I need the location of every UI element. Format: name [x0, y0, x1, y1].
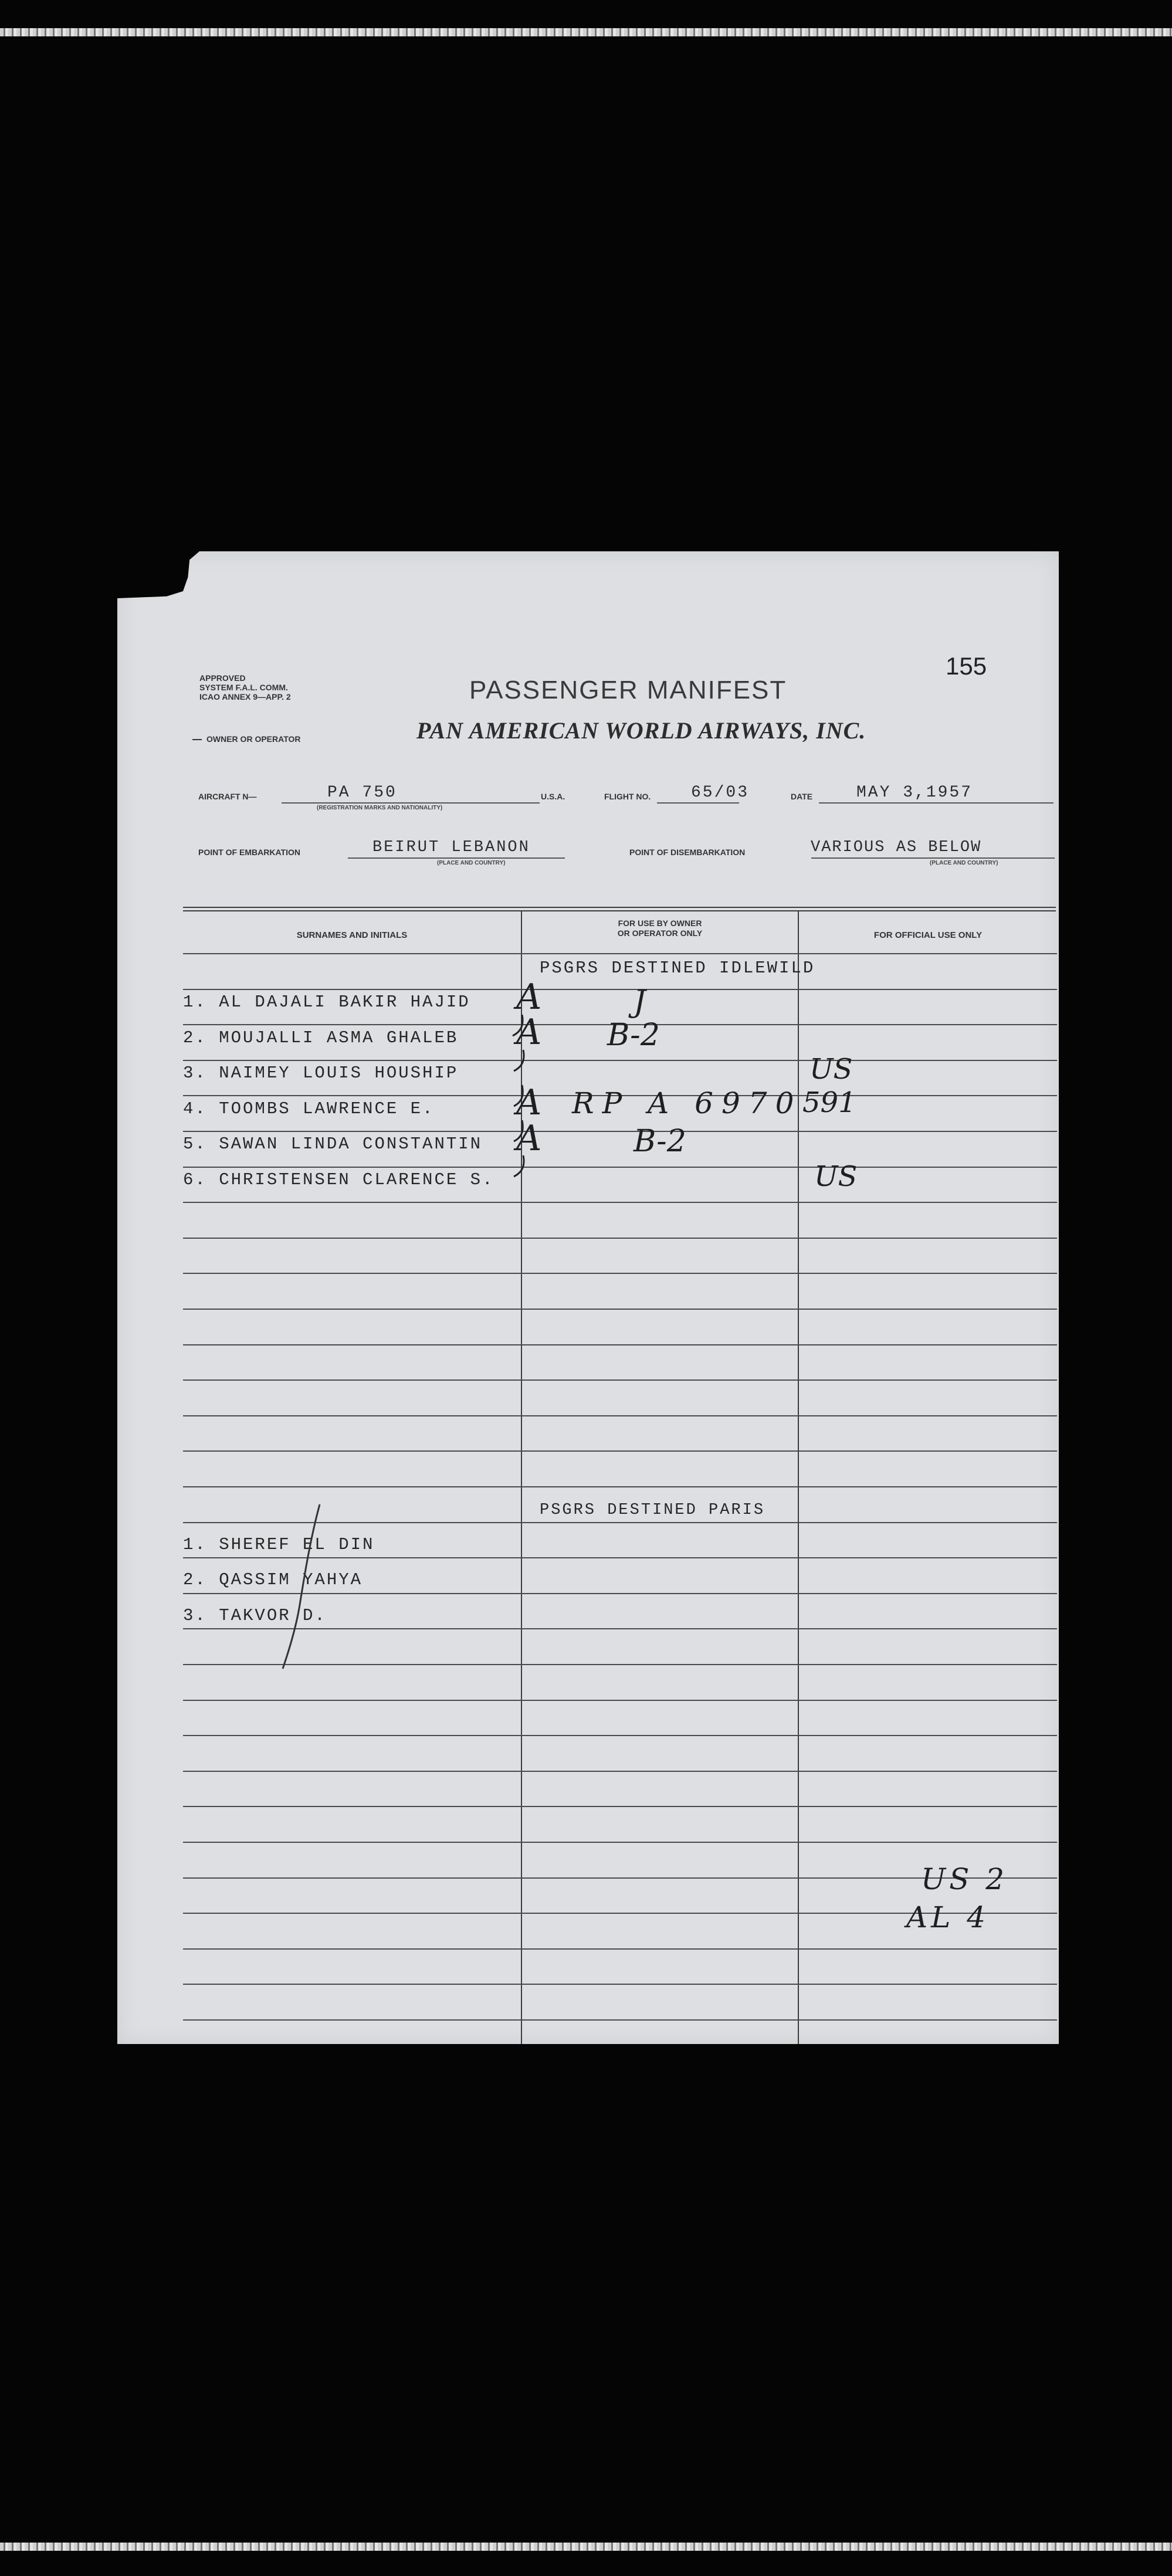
column-header-official: FOR OFFICIAL USE ONLY: [873, 930, 983, 940]
owner-label: OWNER OR OPERATOR: [192, 734, 301, 744]
table-rule: [183, 1984, 1057, 1985]
group-heading-idlewild: PSGRS DESTINED IDLEWILD: [540, 958, 815, 978]
table-rule: [183, 1167, 1057, 1168]
passenger-row: 3. NAIMEY LOUIS HOUSHIP: [183, 1063, 459, 1083]
table-rule: [183, 1309, 1057, 1310]
handwritten-official-note: 591: [802, 1086, 856, 1119]
table-rule: [183, 1806, 1057, 1807]
handwritten-official-note: US: [809, 1053, 853, 1086]
table-rule: [183, 1379, 1057, 1381]
handwritten-official-note: US: [814, 1160, 858, 1193]
registration-note: (REGISTRATION MARKS AND NATIONALITY): [317, 805, 443, 811]
page-number: 155: [946, 652, 987, 680]
torn-corner: [117, 551, 199, 598]
table-rule: [183, 1948, 1057, 1950]
table-rule: [183, 1735, 1057, 1736]
table-rule: [183, 1842, 1057, 1843]
table-rule: [183, 1238, 1057, 1239]
handwritten-tally-us: US 2: [921, 1862, 1008, 1896]
embarkation-value: BEIRUT LEBANON: [372, 839, 530, 856]
handwritten-bracket-stroke: [264, 1501, 334, 1677]
table-rule: [183, 1273, 1057, 1274]
handwritten-owner-note: RP A 6970: [572, 1086, 802, 1120]
passenger-row: 5. SAWAN LINDA CONSTANTIN: [183, 1134, 483, 1154]
film-edge-top: [0, 28, 1172, 36]
table-rule: [183, 1486, 1057, 1487]
handwritten-owner-note: B-2: [634, 1124, 686, 1159]
flight-label: FLIGHT NO.: [604, 792, 651, 801]
approved-line-1: APPROVED: [199, 673, 246, 683]
column-header-owner: FOR USE BY OWNER OR OPERATOR ONLY: [617, 918, 703, 938]
passenger-row: 1. SHEREF EL DIN: [183, 1535, 375, 1554]
column-header-surnames: SURNAMES AND INITIALS: [296, 930, 408, 940]
approved-line-3: ICAO ANNEX 9—APP. 2: [199, 692, 291, 701]
page-title: PASSENGER MANIFEST: [469, 676, 787, 704]
aircraft-value: PA 750: [327, 784, 397, 802]
table-rule: [183, 1060, 1057, 1061]
approved-note: [199, 673, 291, 701]
flight-value: 65/03: [691, 784, 750, 802]
passenger-row: 1. AL DAJALI BAKIR HAJID: [183, 992, 470, 1012]
usa-label: U.S.A.: [541, 792, 565, 801]
table-rule: [183, 953, 1057, 954]
table-rule: [183, 2019, 1057, 2021]
handwritten-mark: A: [516, 1012, 542, 1053]
table-rule: [183, 1700, 1057, 1701]
date-value: MAY 3,1957: [856, 784, 973, 802]
handwritten-mark: A: [516, 977, 542, 1018]
airline-name: PAN AMERICAN WORLD AIRWAYS, INC.: [416, 717, 866, 744]
table-rule: [183, 1415, 1057, 1416]
table-rule: [183, 1131, 1057, 1132]
disembarkation-label: POINT OF DISEMBARKATION: [629, 848, 746, 857]
date-label: DATE: [791, 792, 813, 801]
handwritten-mark: A: [516, 1118, 542, 1159]
group-heading-paris: PSGRS DESTINED PARIS: [540, 1501, 765, 1519]
aircraft-label: AIRCRAFT N—: [198, 792, 257, 801]
passenger-row: 2. QASSIM YAHYA: [183, 1570, 363, 1589]
column-divider-2: [798, 910, 799, 2044]
handwritten-tally-al: AL 4: [906, 1900, 990, 1934]
manifest-sheet: [117, 551, 1059, 2044]
film-edge-bottom: [0, 2543, 1172, 2551]
approved-line-2: SYSTEM F.A.L. COMM.: [199, 683, 288, 692]
handwritten-mark: A: [516, 1082, 542, 1123]
place-note-1: (PLACE AND COUNTRY): [437, 860, 506, 866]
handwritten-owner-note: J: [634, 984, 646, 1019]
passenger-row: 4. TOOMBS LAWRENCE E.: [183, 1099, 435, 1118]
passenger-row: 2. MOUJALLI ASMA GHALEB: [183, 1028, 459, 1048]
table-rule: [183, 1344, 1057, 1345]
handwritten-check-marks: [504, 985, 540, 1208]
embarkation-label: POINT OF EMBARKATION: [198, 848, 300, 857]
disembarkation-value: VARIOUS AS BELOW: [811, 839, 982, 856]
passenger-row: 6. CHRISTENSEN CLARENCE S.: [183, 1170, 494, 1189]
place-note-2: (PLACE AND COUNTRY): [930, 860, 998, 866]
table-rule: [183, 989, 1057, 990]
handwritten-owner-note: B-2: [607, 1018, 660, 1053]
table-rule: [183, 1202, 1057, 1203]
table-rule: [183, 1450, 1057, 1452]
table-rule: [183, 1771, 1057, 1772]
passenger-row: 3. TAKVOR D.: [183, 1606, 327, 1625]
